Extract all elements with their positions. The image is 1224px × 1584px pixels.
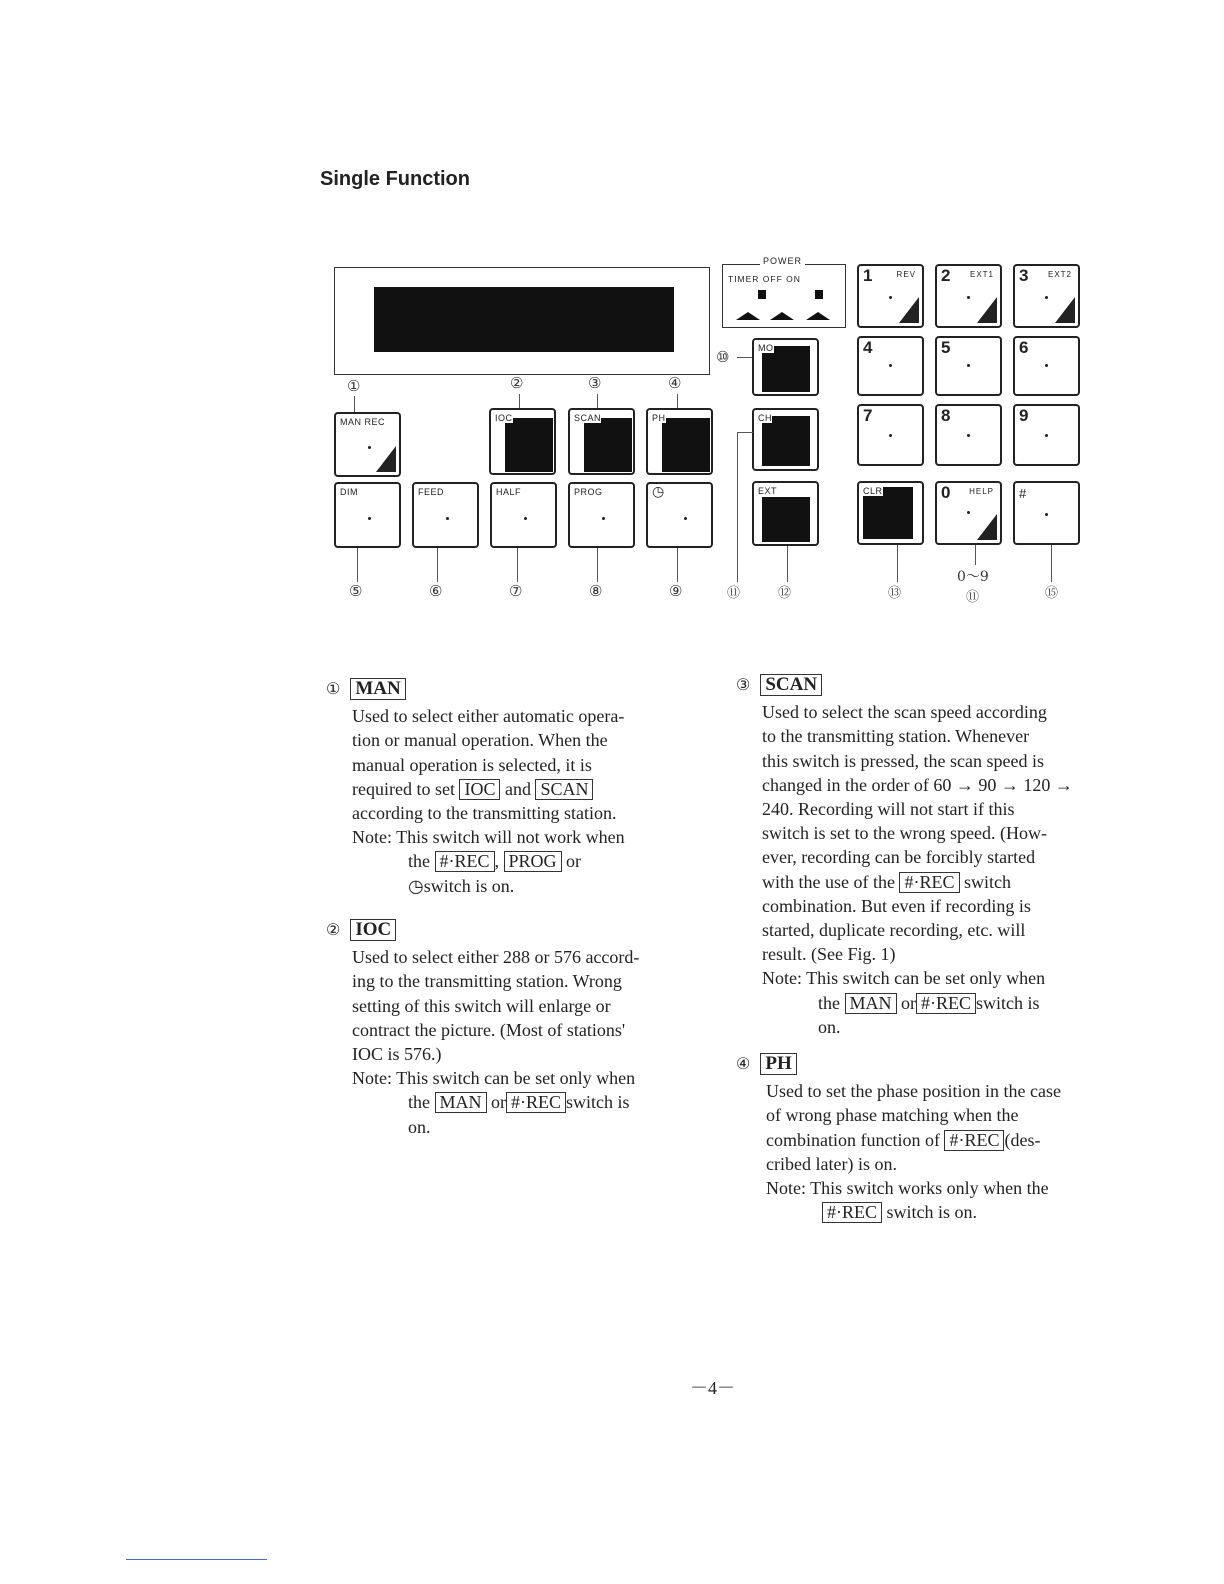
callout-15: ⑮ xyxy=(1045,586,1059,601)
scan-key[interactable] xyxy=(568,408,635,475)
ph-key[interactable] xyxy=(646,408,713,475)
section-ioc: ② IOC Used to select either 288 or 576 accord- ing to the transmitting station. Wrong setting of this switch will enlarge or contract the picture. (Most of stations' IOC is 576.) Note: This switch can be set only when the MAN or #·REC switch is on. xyxy=(326,919,640,1137)
callout-3: ③ xyxy=(588,374,602,392)
power-indicator-icon xyxy=(815,290,823,299)
power-indicator-icon xyxy=(758,290,766,299)
footer-divider xyxy=(126,1559,267,1560)
callout-10: ⑩ xyxy=(716,348,730,366)
power-sub-label: TIMER OFF ON xyxy=(728,274,801,284)
power-label: POWER xyxy=(760,256,805,266)
ioc-key-label: IOC xyxy=(350,919,396,941)
section-scan: ③ SCAN Used to select the scan speed according to the transmitting station. Whenever this switch is pressed, the scan speed is changed in the order of 60 → 90 → 120 → 240. Recording will not start if this switch is set to the wrong speed. (How- ever, recording can be forcibly started with the use of the #·REC switch combination. But even if recording is started, duplicate recording, etc. will result. (See Fig. 1) Note: This switch can be set only when the MAN or #·REC switch is on. xyxy=(736,674,1073,1037)
page-title: Single Function xyxy=(320,168,470,190)
ioc-key[interactable] xyxy=(489,408,556,475)
callout-1: ① xyxy=(347,377,361,395)
numpad-key-8[interactable]: 8 xyxy=(935,404,1002,466)
section-man: ① MAN Used to select either automatic opera- tion or manual operation. When the manual operation is selected, it is required to set IOC and SCAN according to the transmitting station. Note: This switch will not work when the #·REC , PROG or ◷switch is on. xyxy=(326,678,625,897)
ph-key-label: PH xyxy=(652,413,666,423)
mo-key[interactable]: MO xyxy=(752,338,819,396)
man-rec-key-label: MAN REC xyxy=(340,417,386,427)
page-number: －4－ xyxy=(690,1378,735,1398)
section-ph: ④ PH Used to set the phase position in the case of wrong phase matching when the combination function of #·REC (des- cribed later) is on. Note: This switch works only when the #·REC switch is on. xyxy=(736,1053,1061,1223)
callout-2: ② xyxy=(510,374,524,392)
half-key[interactable]: HALF xyxy=(490,482,557,548)
callout-9: ⑨ xyxy=(669,582,683,600)
prog-key[interactable]: PROG xyxy=(568,482,635,548)
callout-4: ④ xyxy=(668,374,682,392)
clr-key[interactable]: CLR xyxy=(857,481,924,545)
ch-key[interactable]: CH xyxy=(752,408,819,471)
numpad-key-9[interactable]: 9 xyxy=(1013,404,1080,466)
clock-icon: ◷ xyxy=(652,485,665,500)
numpad-key-4[interactable]: 4 xyxy=(857,336,924,396)
power-switch-icon xyxy=(770,312,794,320)
callout-11b: ⑪ xyxy=(966,590,980,605)
lcd-display xyxy=(374,287,674,352)
callout-13: ⑬ xyxy=(888,586,902,601)
callout-7: ⑦ xyxy=(509,582,523,600)
ioc-key-label: IOC xyxy=(495,413,513,423)
hash-key[interactable]: # xyxy=(1013,481,1080,545)
man-key-label: MAN xyxy=(350,678,405,700)
feed-key[interactable]: FEED xyxy=(412,482,479,548)
scan-key-label: SCAN xyxy=(574,413,602,423)
callout-6: ⑥ xyxy=(429,582,443,600)
numpad-key-0[interactable]: 0 HELP xyxy=(935,481,1002,545)
numpad-key-3[interactable]: 3 EXT2 xyxy=(1013,264,1080,328)
dim-key[interactable]: DIM xyxy=(334,482,401,548)
ph-key-label: PH xyxy=(760,1053,796,1075)
power-switch-icon xyxy=(806,312,830,320)
callout-range: 0～9 xyxy=(957,569,989,585)
numpad-key-2[interactable]: 2 EXT1 xyxy=(935,264,1002,328)
man-rec-key[interactable] xyxy=(334,412,401,477)
numpad-key-5[interactable]: 5 xyxy=(935,336,1002,396)
callout-8: ⑧ xyxy=(589,582,603,600)
numpad-key-7[interactable]: 7 xyxy=(857,404,924,466)
callout-12: ⑫ xyxy=(778,586,792,601)
callout-11: ⑪ xyxy=(727,586,741,601)
callout-5: ⑤ xyxy=(349,582,363,600)
scan-key-label: SCAN xyxy=(760,674,822,696)
clock-icon: ◷ xyxy=(408,875,424,897)
ext-key[interactable]: EXT xyxy=(752,481,819,546)
timer-key[interactable] xyxy=(646,482,713,548)
numpad-key-6[interactable]: 6 xyxy=(1013,336,1080,396)
numpad-key-1[interactable]: 1 REV xyxy=(857,264,924,328)
power-switch-icon xyxy=(736,312,760,320)
